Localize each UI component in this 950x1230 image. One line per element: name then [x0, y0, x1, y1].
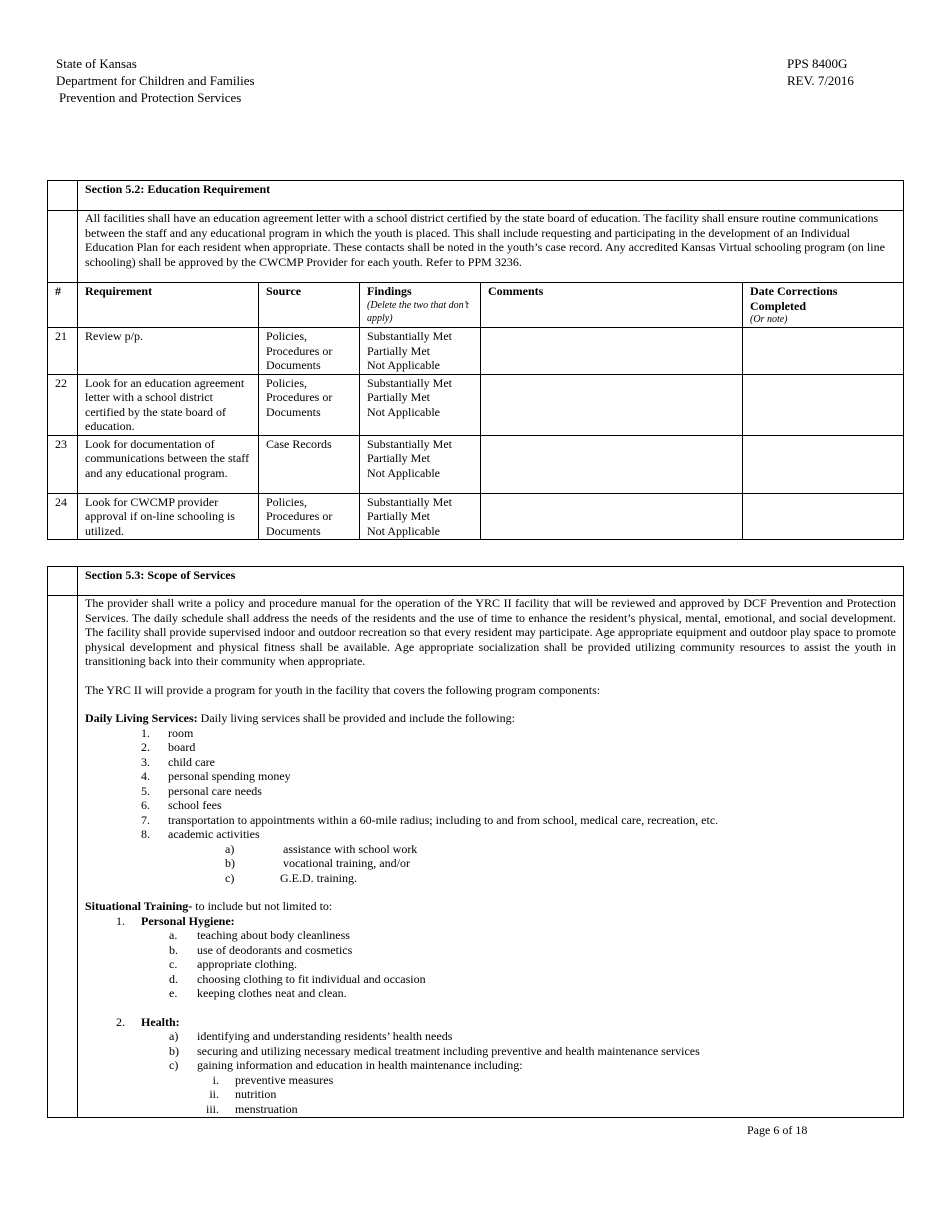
finding-option: Substantially Met — [367, 436, 452, 451]
row-requirement: Look for CWCMP provider approval if on-line schooling is utilized. — [78, 493, 259, 540]
finding-option: Partially Met — [367, 390, 430, 404]
daily-living-heading — [85, 711, 896, 726]
section-5-2-table — [47, 180, 904, 540]
row-date — [743, 374, 904, 435]
row-num: 23 — [48, 435, 78, 493]
header-agency — [56, 55, 255, 106]
col-header-source: Source — [259, 283, 360, 328]
finding-option: Substantially Met — [367, 494, 452, 509]
list-item: a) identifying and understanding residents’ health needs — [169, 1029, 453, 1043]
list-item: 7. transportation to appointments within a 60-mile radius; including to and from school, medical care, recreation, etc. — [141, 812, 719, 827]
finding-option: Not Applicable — [367, 358, 440, 372]
section-title: Section 5.3: Scope of Services — [78, 567, 904, 596]
finding-option: Not Applicable — [367, 465, 440, 480]
section-title-row — [48, 567, 904, 596]
list-item: 3. child care — [141, 754, 215, 769]
finding-option: Partially Met — [367, 343, 430, 358]
section-title-row — [48, 181, 904, 211]
list-item: 6. school fees — [141, 798, 222, 812]
daily-living-label: Daily Living Services: — [85, 711, 198, 725]
row-source: Policies, Procedures or Documents — [259, 493, 360, 540]
hygiene-heading: 1. Personal Hygiene: — [116, 913, 235, 928]
list-item: e. keeping clothes neat and clean. — [169, 986, 347, 1000]
list-item: i. preventive measures — [212, 1072, 334, 1087]
header-revision: REV. 7/2016 — [787, 73, 854, 88]
section-5-3-table — [47, 566, 904, 1118]
list-item: c) gaining information and education in health maintenance including: — [169, 1058, 523, 1072]
list-item: a) assistance with school work — [225, 841, 418, 856]
row-num: 21 — [48, 328, 78, 375]
list-item: iii. menstruation — [205, 1101, 298, 1116]
page-number: Page 6 of 18 — [747, 1123, 808, 1137]
daily-living-text: Daily living services shall be provided and include the following: — [197, 711, 515, 725]
section-body — [78, 596, 904, 1118]
list-item: c) G.E.D. training. — [225, 870, 357, 885]
row-findings — [360, 435, 481, 493]
list-item: 1. room — [141, 725, 194, 740]
table-row — [48, 328, 904, 375]
section-description-row — [48, 211, 904, 283]
date-note: (Or note) — [750, 314, 788, 325]
list-item: b) securing and utilizing necessary medical treatment including preventive and health maintenance services — [169, 1043, 700, 1058]
row-source: Case Records — [259, 435, 360, 493]
finding-option: Partially Met — [367, 451, 430, 465]
row-requirement: Look for an education agreement letter with a school district certified by the state board of education. — [78, 374, 259, 435]
list-item: a. teaching about body cleanliness — [169, 928, 350, 942]
list-item: d. choosing clothing to fit individual and occasion — [169, 971, 426, 986]
header-form-number: PPS 8400G — [787, 56, 848, 71]
row-comments — [481, 435, 743, 493]
row-num: 22 — [48, 374, 78, 435]
row-source: Policies, Procedures or Documents — [259, 328, 360, 375]
section-body-row — [48, 596, 904, 1118]
table-row — [48, 493, 904, 540]
health-list — [85, 1029, 896, 1073]
row-date — [743, 328, 904, 375]
findings-label: Findings — [367, 284, 412, 298]
health-sub-list — [85, 1073, 896, 1117]
table-row — [48, 374, 904, 435]
header-department: Department for Children and Families — [56, 73, 255, 88]
finding-option: Substantially Met — [367, 329, 452, 343]
situational-training-text: to include but not limited to: — [192, 899, 333, 913]
row-comments — [481, 374, 743, 435]
col-header-date — [743, 283, 904, 328]
academic-activities-list — [85, 842, 896, 886]
list-item: 5. personal care needs — [141, 783, 262, 798]
section-intro: The provider shall write a policy and procedure manual for the operation of the YRC II facility that will be reviewed and approved by DCF Prevention and Protection Services. The daily schedule shall address the needs of the residents and the use of time to enhance the resident’s physical, mental, emotional, and social development. The facility shall provide supervised indoor and outdoor recreation so that every resident may participate. Age appropriate equipment and outdoor play space to promote physical development and physical fitness shall be available. Age appropriate socialization shall be provided utilizing community resources to assist the youth in transitioning back into their community when appropriate. — [85, 596, 896, 668]
daily-living-list — [85, 726, 896, 842]
row-requirement: Look for documentation of communications between the staff and any educational program. — [78, 435, 259, 493]
row-date — [743, 435, 904, 493]
col-header-comments: Comments — [481, 283, 743, 328]
col-header-requirement: Requirement — [78, 283, 259, 328]
row-findings — [360, 374, 481, 435]
situational-training-heading — [85, 899, 896, 914]
health-heading: 2. Health: — [116, 1014, 180, 1029]
table-row — [48, 435, 904, 493]
header-form-info — [787, 55, 854, 89]
col-header-findings — [360, 283, 481, 328]
row-comments — [481, 493, 743, 540]
section-title: Section 5.2: Education Requirement — [78, 181, 904, 211]
finding-option: Substantially Met — [367, 375, 452, 390]
row-date — [743, 493, 904, 540]
finding-option: Not Applicable — [367, 523, 440, 538]
date-label: Date Corrections Completed — [750, 284, 838, 313]
program-intro: The YRC II will provide a program for youth in the facility that covers the following program components: — [85, 682, 601, 697]
list-item: ii. nutrition — [209, 1087, 277, 1101]
list-item: 4. personal spending money — [141, 769, 291, 783]
header-division: Prevention and Protection Services — [59, 90, 242, 105]
row-findings — [360, 493, 481, 540]
row-source: Policies, Procedures or Documents — [259, 374, 360, 435]
list-item: c. appropriate clothing. — [169, 957, 297, 971]
findings-note: (Delete the two that don’t apply) — [367, 299, 469, 324]
table-header-row — [48, 283, 904, 328]
list-item: b) vocational training, and/or — [225, 856, 410, 870]
row-findings — [360, 328, 481, 375]
header-state: State of Kansas — [56, 56, 137, 71]
hygiene-list — [85, 928, 896, 1001]
list-item: b. use of deodorants and cosmetics — [169, 942, 353, 957]
situational-training-label: Situational Training- — [85, 899, 193, 913]
row-comments — [481, 328, 743, 375]
list-item: 2. board — [141, 740, 196, 754]
list-item: 8. academic activities — [141, 827, 260, 841]
row-requirement: Review p/p. — [78, 328, 259, 375]
finding-option: Not Applicable — [367, 404, 440, 419]
finding-option: Partially Met — [367, 509, 430, 523]
row-num: 24 — [48, 493, 78, 540]
col-header-num: # — [48, 283, 78, 328]
section-description: All facilities shall have an education agreement letter with a school district certified by the state board of education. The facility shall ensure routine communications between the staff and any educational program in which the youth is placed. This shall include requesting and participating in the development of an Individual Education Plan for each resident when appropriate. These contacts shall be noted in the youth’s case record. Any accredited Kansas Virtual schooling program (on line schooling) shall be approved by the CWCMP Provider for each youth. Refer to PPM 3236. — [78, 211, 904, 283]
